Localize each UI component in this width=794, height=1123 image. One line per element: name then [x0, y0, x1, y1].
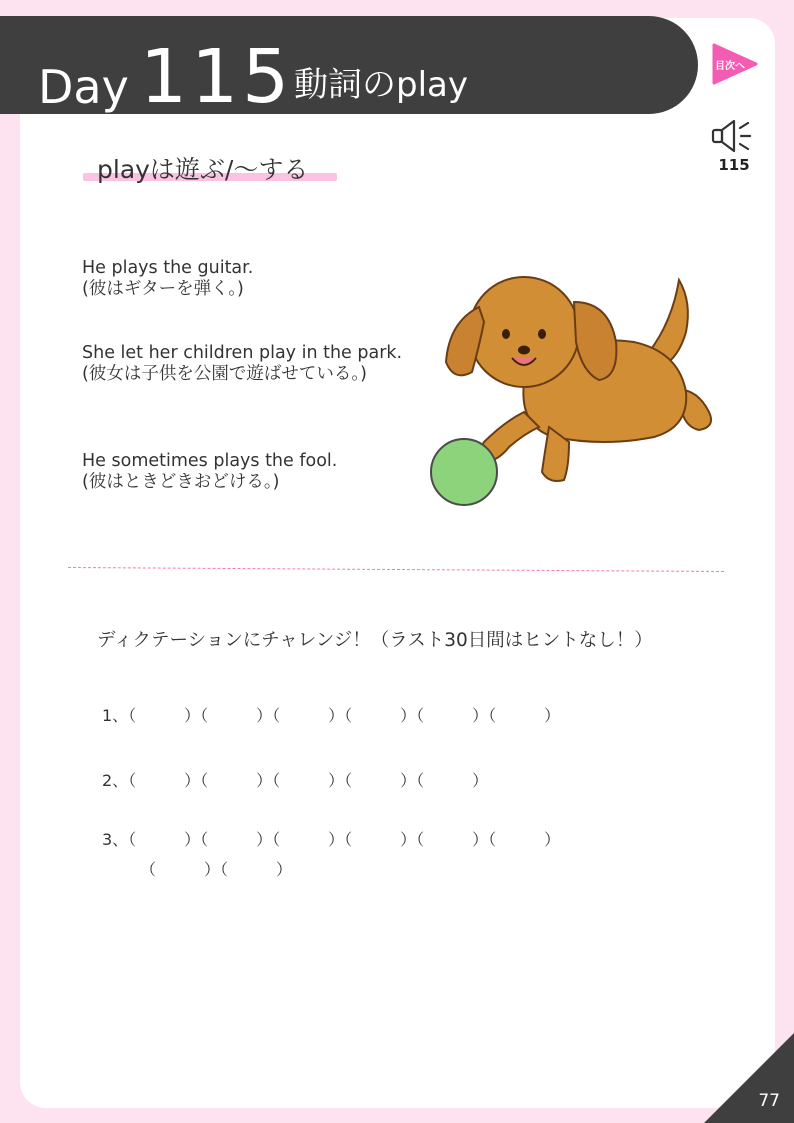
- page-title: 動詞のplay: [294, 65, 468, 105]
- page-number: 77: [758, 1091, 780, 1111]
- speaker-icon: [708, 118, 760, 156]
- day-header: [0, 16, 698, 120]
- day-number: 115: [140, 34, 294, 120]
- day-label: Day: [38, 60, 129, 114]
- example-english: He plays the guitar.: [82, 258, 254, 278]
- example-item: [82, 451, 337, 493]
- example-english: He sometimes plays the fool.: [82, 451, 338, 471]
- section-title: playは遊ぶ/〜する: [97, 155, 309, 184]
- audio-track-number: 115: [718, 156, 750, 174]
- toc-button[interactable]: [712, 43, 758, 85]
- toc-label: 目次へ: [715, 61, 745, 72]
- puppy-illustration: [424, 262, 724, 512]
- page-corner: [704, 1033, 794, 1123]
- example-english: She let her children play in the park.: [82, 343, 403, 363]
- dictation-line-1[interactable]: 1、（ ）（ ）（ ）（ ）（ ）（ ）: [102, 706, 561, 725]
- dictation-line-3-cont[interactable]: （ ）（ ）: [140, 860, 293, 879]
- dictation-heading: ディクテーションにチャレンジ！（ラスト30日間はヒントなし！）: [97, 630, 653, 651]
- dictation-line-3[interactable]: 3、（ ）（ ）（ ）（ ）（ ）（ ）: [102, 830, 561, 849]
- dictation-line-2[interactable]: 2、（ ）（ ）（ ）（ ）（ ）: [102, 771, 489, 790]
- example-item: [82, 258, 253, 300]
- example-japanese: (彼女は子供を公園で遊ばせている。): [82, 364, 367, 384]
- example-item: [82, 343, 417, 385]
- example-japanese: (彼はときどきおどける。): [82, 472, 280, 492]
- audio-button[interactable]: [708, 118, 760, 178]
- example-japanese: (彼はギターを弾く。): [82, 279, 244, 299]
